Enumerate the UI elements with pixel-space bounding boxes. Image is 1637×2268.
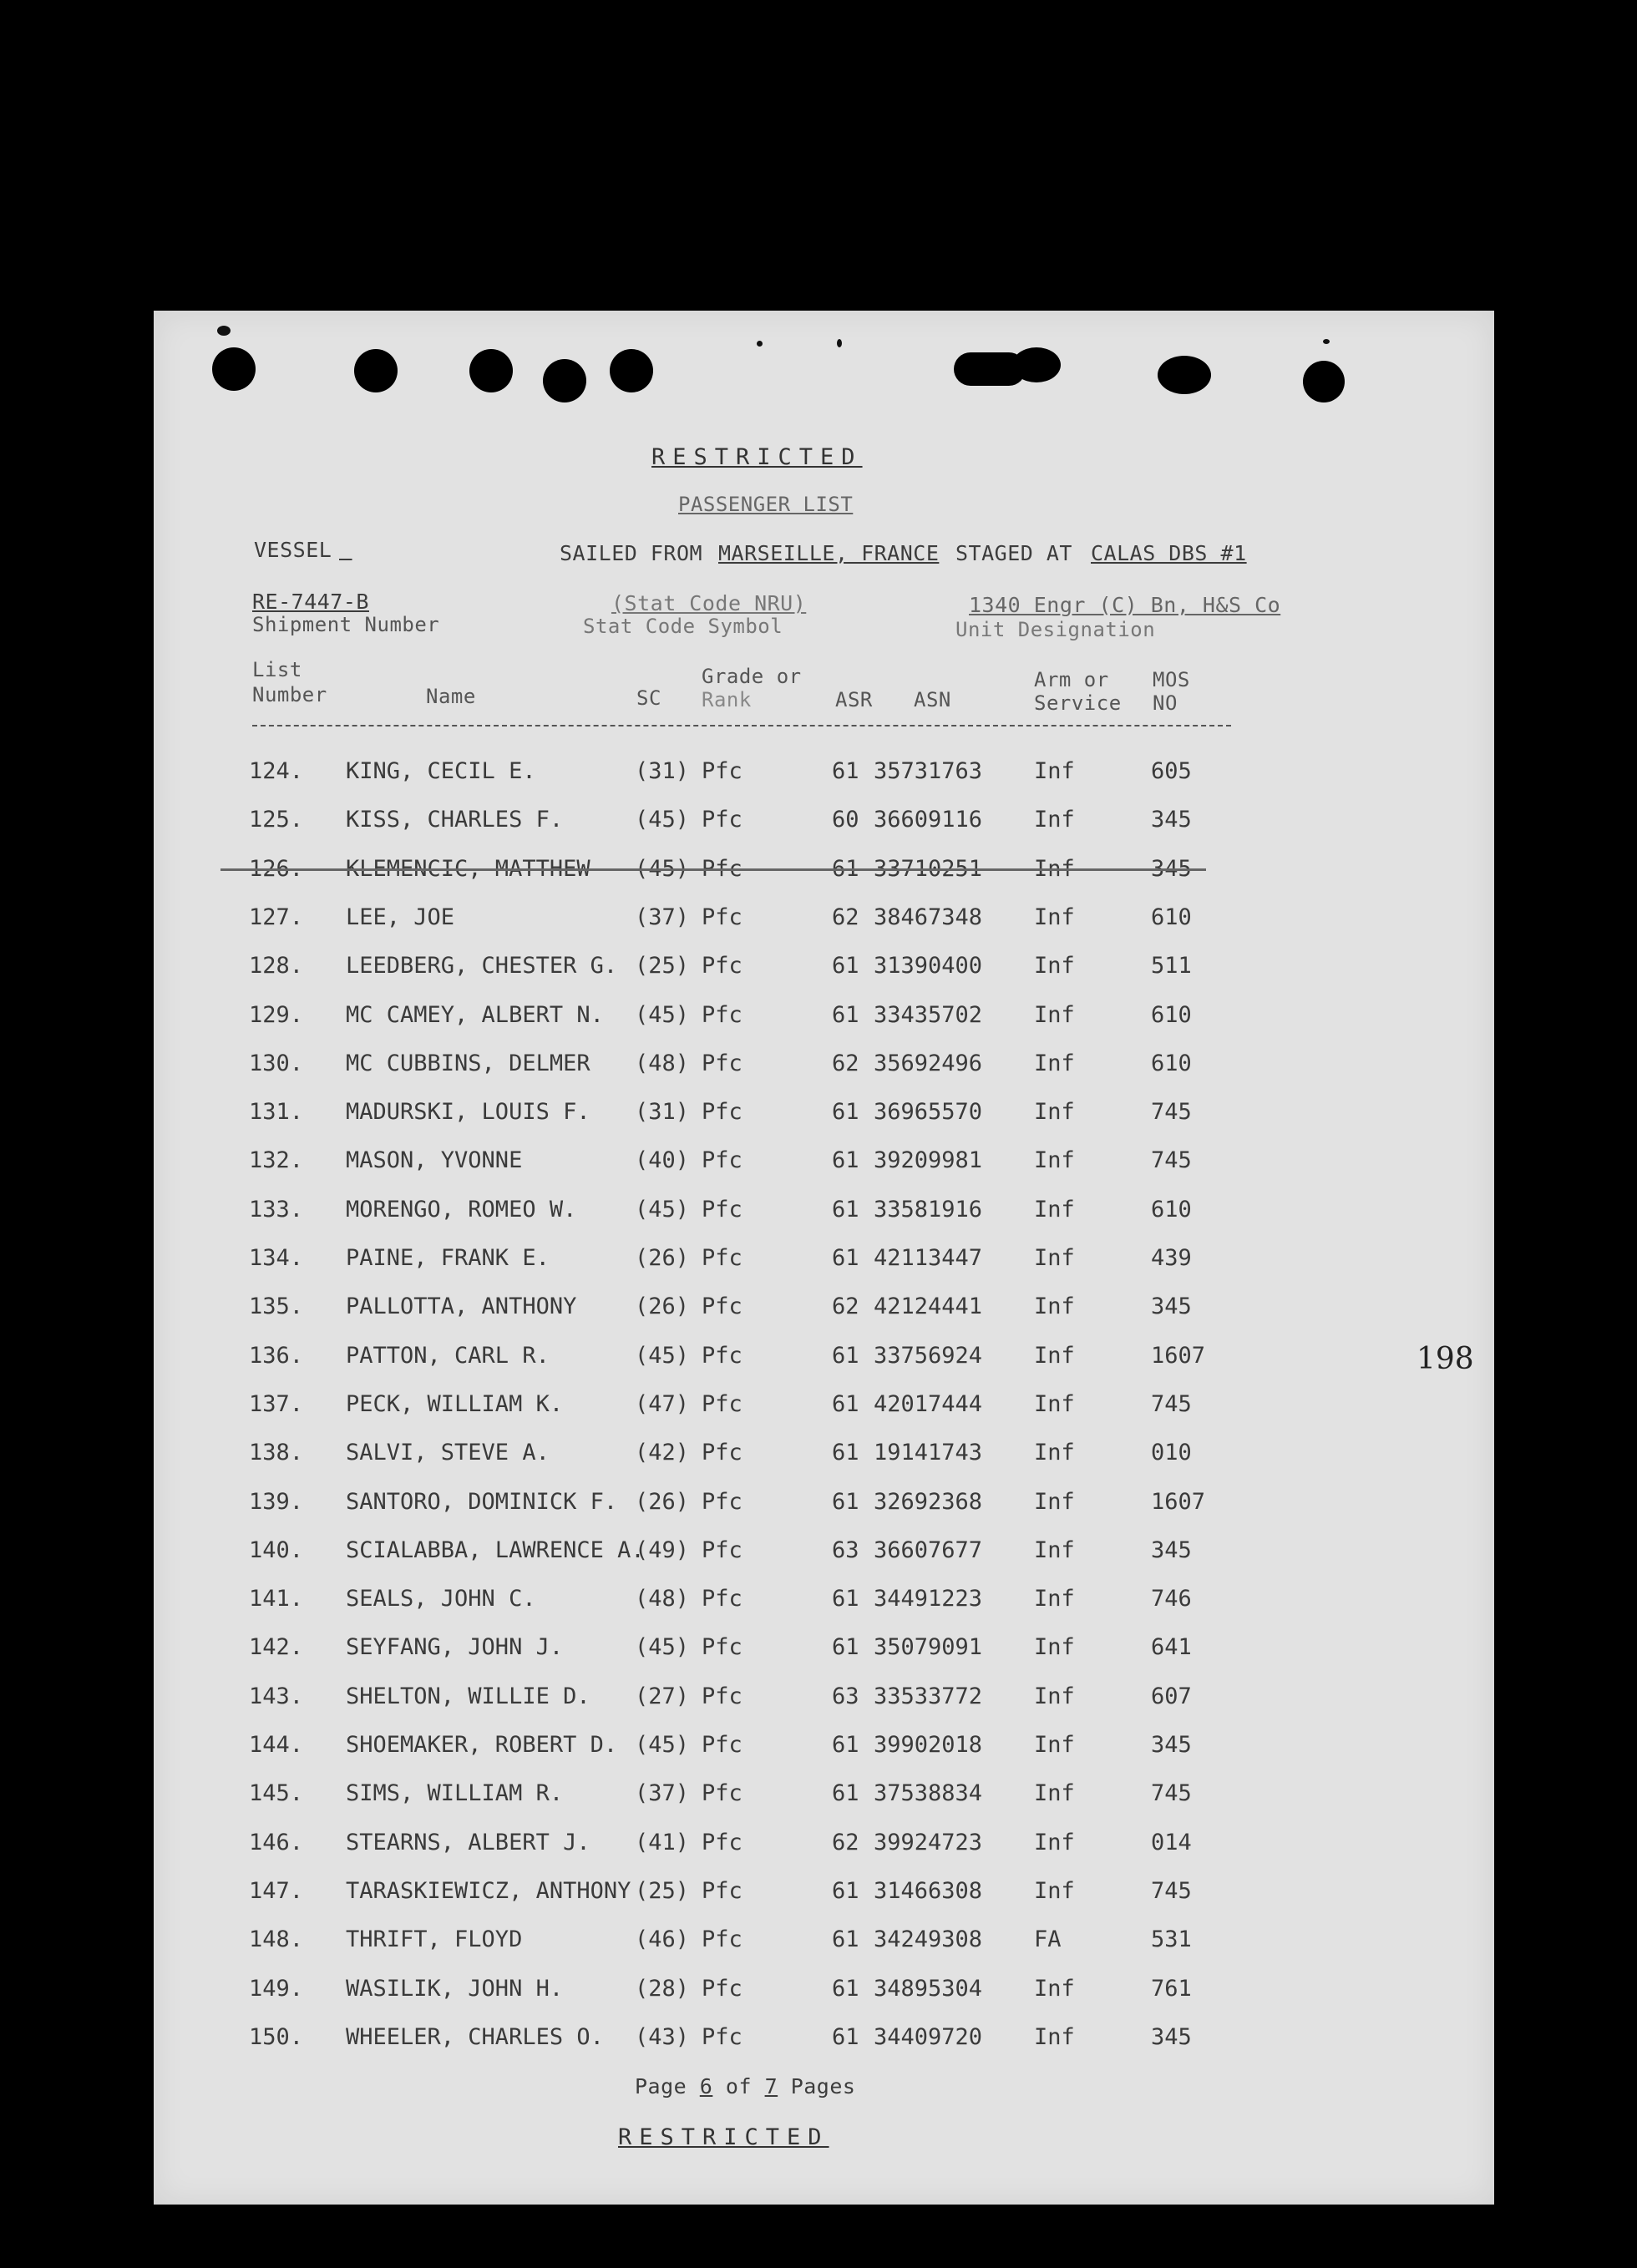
cell-grade: Pfc xyxy=(702,1391,742,1417)
cell-asr: 61 xyxy=(832,1489,859,1515)
cell-asr: 61 xyxy=(832,1878,859,1904)
cell-sc: (43) xyxy=(635,2024,690,2050)
cell-sc: (31) xyxy=(635,758,690,784)
cell-name: SANTORO, DOMINICK F. xyxy=(346,1489,618,1515)
cell-arm: Inf xyxy=(1034,1002,1075,1028)
cell-arm: Inf xyxy=(1034,1683,1075,1709)
cell-asn: 39209981 xyxy=(874,1147,983,1173)
cell-asr: 61 xyxy=(832,1440,859,1466)
table-row xyxy=(154,1976,1494,2009)
staged-at-label: STAGED AT xyxy=(955,541,1072,565)
cell-grade: Pfc xyxy=(702,1002,742,1028)
cell-grade: Pfc xyxy=(702,1926,742,1952)
col-rank: Rank xyxy=(702,688,752,711)
cell-arm: Inf xyxy=(1034,1780,1075,1806)
cell-arm: Inf xyxy=(1034,807,1075,833)
cell-grade: Pfc xyxy=(702,2024,742,2050)
cell-asr: 61 xyxy=(832,1732,859,1758)
table-row xyxy=(154,1245,1494,1278)
cell-asn: 33435702 xyxy=(874,1002,983,1028)
cell-num: 143. xyxy=(249,1683,304,1709)
cell-asn: 38467348 xyxy=(874,904,983,930)
table-row xyxy=(154,953,1494,986)
col-asr: ASR xyxy=(835,688,873,711)
cell-asn: 33581916 xyxy=(874,1197,983,1223)
table-row xyxy=(154,1683,1494,1717)
cell-mos: 745 xyxy=(1151,1780,1192,1806)
cell-arm: Inf xyxy=(1034,1147,1075,1173)
cell-grade: Pfc xyxy=(702,758,742,784)
table-row xyxy=(154,1293,1494,1327)
cell-name: SHOEMAKER, ROBERT D. xyxy=(346,1732,618,1758)
cell-asr: 63 xyxy=(832,1537,859,1563)
shipment-number-label: Shipment Number xyxy=(252,613,440,636)
cell-arm: Inf xyxy=(1034,1830,1075,1855)
cell-name: MADURSKI, LOUIS F. xyxy=(346,1099,590,1125)
cell-num: 149. xyxy=(249,1976,304,2002)
punch-hole-4 xyxy=(543,359,586,402)
cell-asn: 35731763 xyxy=(874,758,983,784)
cell-grade: Pfc xyxy=(702,1343,742,1369)
cell-name: PAINE, FRANK E. xyxy=(346,1245,550,1271)
cell-num: 127. xyxy=(249,904,304,930)
cell-name: KISS, CHARLES F. xyxy=(346,807,564,833)
unit-designation-label: Unit Designation xyxy=(955,618,1156,641)
cell-mos: 1607 xyxy=(1151,1343,1206,1369)
cell-mos: 745 xyxy=(1151,1099,1192,1125)
cell-asr: 62 xyxy=(832,1830,859,1855)
cell-arm: Inf xyxy=(1034,1293,1075,1319)
cell-num: 140. xyxy=(249,1537,304,1563)
cell-mos: 439 xyxy=(1151,1245,1192,1271)
cell-asn: 36965570 xyxy=(874,1099,983,1125)
cell-mos: 345 xyxy=(1151,1537,1192,1563)
cell-grade: Pfc xyxy=(702,904,742,930)
table-row xyxy=(154,1586,1494,1619)
cell-mos: 745 xyxy=(1151,1878,1192,1904)
table-row xyxy=(154,1634,1494,1668)
cell-name: THRIFT, FLOYD xyxy=(346,1926,523,1952)
cell-name: WASILIK, JOHN H. xyxy=(346,1976,564,2002)
table-row xyxy=(154,1002,1494,1035)
cell-asn: 19141743 xyxy=(874,1440,983,1466)
speck xyxy=(1323,339,1330,344)
cell-sc: (25) xyxy=(635,953,690,979)
cell-asr: 62 xyxy=(832,1293,859,1319)
cell-mos: 014 xyxy=(1151,1830,1192,1855)
cell-mos: 610 xyxy=(1151,1197,1192,1223)
cell-asn: 34409720 xyxy=(874,2024,983,2050)
cell-asn: 39924723 xyxy=(874,1830,983,1855)
cell-asr: 61 xyxy=(832,1002,859,1028)
punch-hole-3 xyxy=(469,349,513,392)
cell-sc: (48) xyxy=(635,1050,690,1076)
table-row xyxy=(154,758,1494,792)
cell-asr: 61 xyxy=(832,1780,859,1806)
col-mos: MOS xyxy=(1153,668,1190,691)
cell-mos: 745 xyxy=(1151,1391,1192,1417)
cell-asn: 34249308 xyxy=(874,1926,983,1952)
vessel-value xyxy=(339,538,558,562)
cell-sc: (47) xyxy=(635,1391,690,1417)
table-row xyxy=(154,1926,1494,1960)
strikethrough-line xyxy=(220,868,1206,871)
cell-asr: 63 xyxy=(832,1683,859,1709)
cell-asr: 61 xyxy=(832,1099,859,1125)
cell-asn: 36609116 xyxy=(874,807,983,833)
cell-sc: (37) xyxy=(635,904,690,930)
cell-asn: 33533772 xyxy=(874,1683,983,1709)
cell-name: STEARNS, ALBERT J. xyxy=(346,1830,590,1855)
cell-sc: (26) xyxy=(635,1245,690,1271)
cell-grade: Pfc xyxy=(702,1878,742,1904)
cell-num: 142. xyxy=(249,1634,304,1660)
cell-sc: (45) xyxy=(635,1002,690,1028)
punch-hole-9 xyxy=(1303,361,1345,402)
classification-bottom: RESTRICTED xyxy=(618,2124,829,2150)
speck xyxy=(837,339,842,347)
cell-sc: (46) xyxy=(635,1926,690,1952)
shipment-number-value: RE-7447-B xyxy=(252,590,369,614)
cell-name: SEALS, JOHN C. xyxy=(346,1586,536,1612)
table-row xyxy=(154,904,1494,938)
cell-asn: 35692496 xyxy=(874,1050,983,1076)
cell-num: 144. xyxy=(249,1732,304,1758)
cell-name: PECK, WILLIAM K. xyxy=(346,1391,564,1417)
punch-hole-7 xyxy=(1012,347,1061,382)
page-text-2: of xyxy=(725,2074,753,2098)
table-row xyxy=(154,856,1494,889)
page-text-3: Pages xyxy=(790,2074,856,2098)
col-list: List xyxy=(252,658,302,681)
cell-asr: 61 xyxy=(832,1976,859,2002)
cell-sc: (45) xyxy=(635,807,690,833)
table-row xyxy=(154,1830,1494,1863)
cell-name: PALLOTTA, ANTHONY xyxy=(346,1293,577,1319)
cell-num: 128. xyxy=(249,953,304,979)
punch-hole-8 xyxy=(1158,356,1211,394)
cell-asr: 61 xyxy=(832,856,859,882)
cell-asn: 36607677 xyxy=(874,1537,983,1563)
cell-arm: Inf xyxy=(1034,953,1075,979)
cell-mos: 1607 xyxy=(1151,1489,1206,1515)
table-row xyxy=(154,1878,1494,1911)
col-name: Name xyxy=(426,685,476,708)
cell-mos: 746 xyxy=(1151,1586,1192,1612)
cell-grade: Pfc xyxy=(702,1780,742,1806)
cell-name: MC CUBBINS, DELMER xyxy=(346,1050,590,1076)
col-number: Number xyxy=(252,683,327,706)
cell-num: 133. xyxy=(249,1197,304,1223)
cell-name: SALVI, STEVE A. xyxy=(346,1440,550,1466)
header-rule xyxy=(252,725,1231,726)
cell-arm: Inf xyxy=(1034,1489,1075,1515)
page-total: 7 xyxy=(764,2074,778,2098)
cell-grade: Pfc xyxy=(702,953,742,979)
cell-arm: Inf xyxy=(1034,1343,1075,1369)
cell-arm: Inf xyxy=(1034,1050,1075,1076)
punch-hole-5 xyxy=(610,349,653,392)
col-sc: SC xyxy=(636,686,661,710)
cell-num: 136. xyxy=(249,1343,304,1369)
cell-asn: 31466308 xyxy=(874,1878,983,1904)
cell-num: 124. xyxy=(249,758,304,784)
cell-arm: Inf xyxy=(1034,1976,1075,2002)
cell-arm: Inf xyxy=(1034,856,1075,882)
cell-asr: 62 xyxy=(832,904,859,930)
cell-asn: 42017444 xyxy=(874,1391,983,1417)
cell-arm: Inf xyxy=(1034,904,1075,930)
cell-asr: 61 xyxy=(832,1391,859,1417)
cell-grade: Pfc xyxy=(702,1489,742,1515)
cell-num: 129. xyxy=(249,1002,304,1028)
cell-asr: 61 xyxy=(832,1197,859,1223)
cell-mos: 345 xyxy=(1151,1732,1192,1758)
cell-asn: 33710251 xyxy=(874,856,983,882)
cell-asr: 62 xyxy=(832,1050,859,1076)
cell-asr: 61 xyxy=(832,2024,859,2050)
cell-asn: 34491223 xyxy=(874,1586,983,1612)
cell-name: SIMS, WILLIAM R. xyxy=(346,1780,564,1806)
col-service: Service xyxy=(1034,691,1122,715)
cell-arm: Inf xyxy=(1034,1878,1075,1904)
col-mos-no: NO xyxy=(1153,691,1178,715)
cell-grade: Pfc xyxy=(702,807,742,833)
unit-designation-value: 1340 Engr (C) Bn, H&S Co xyxy=(969,593,1281,617)
table-row xyxy=(154,1197,1494,1230)
cell-grade: Pfc xyxy=(702,1099,742,1125)
cell-num: 147. xyxy=(249,1878,304,1904)
document-page xyxy=(154,311,1494,2205)
cell-asr: 61 xyxy=(832,1245,859,1271)
cell-sc: (42) xyxy=(635,1440,690,1466)
cell-grade: Pfc xyxy=(702,1683,742,1709)
cell-asn: 42113447 xyxy=(874,1245,983,1271)
cell-mos: 511 xyxy=(1151,953,1192,979)
cell-grade: Pfc xyxy=(702,1197,742,1223)
cell-asn: 31390400 xyxy=(874,953,983,979)
cell-sc: (26) xyxy=(635,1293,690,1319)
cell-mos: 010 xyxy=(1151,1440,1192,1466)
cell-name: LEEDBERG, CHESTER G. xyxy=(346,953,618,979)
cell-arm: Inf xyxy=(1034,1440,1075,1466)
cell-num: 139. xyxy=(249,1489,304,1515)
cell-sc: (41) xyxy=(635,1830,690,1855)
table-row xyxy=(154,1050,1494,1084)
cell-asr: 61 xyxy=(832,1147,859,1173)
cell-asn: 34895304 xyxy=(874,1976,983,2002)
cell-num: 146. xyxy=(249,1830,304,1855)
cell-grade: Pfc xyxy=(702,1050,742,1076)
page-indicator xyxy=(635,2074,855,2098)
stat-code-value: (Stat Code NRU) xyxy=(611,591,807,615)
cell-sc: (31) xyxy=(635,1099,690,1125)
cell-asn: 32692368 xyxy=(874,1489,983,1515)
cell-name: MASON, YVONNE xyxy=(346,1147,523,1173)
cell-sc: (49) xyxy=(635,1537,690,1563)
archive-stamp: 198 xyxy=(1417,1342,1474,1376)
cell-grade: Pfc xyxy=(702,1440,742,1466)
cell-arm: Inf xyxy=(1034,1197,1075,1223)
col-asn: ASN xyxy=(914,688,951,711)
col-arm: Arm or xyxy=(1034,668,1109,691)
cell-mos: 345 xyxy=(1151,856,1192,882)
cell-arm: Inf xyxy=(1034,1586,1075,1612)
table-row xyxy=(154,1537,1494,1571)
cell-arm: Inf xyxy=(1034,1099,1075,1125)
cell-sc: (28) xyxy=(635,1976,690,2002)
cell-sc: (45) xyxy=(635,1634,690,1660)
cell-num: 137. xyxy=(249,1391,304,1417)
cell-arm: Inf xyxy=(1034,1245,1075,1271)
cell-sc: (45) xyxy=(635,856,690,882)
cell-mos: 531 xyxy=(1151,1926,1192,1952)
cell-sc: (40) xyxy=(635,1147,690,1173)
vessel-label: VESSEL xyxy=(254,538,332,562)
cell-num: 132. xyxy=(249,1147,304,1173)
cell-name: TARASKIEWICZ, ANTHONY xyxy=(346,1878,631,1904)
cell-grade: Pfc xyxy=(702,1537,742,1563)
cell-asn: 42124441 xyxy=(874,1293,983,1319)
cell-grade: Pfc xyxy=(702,1732,742,1758)
document-title: PASSENGER LIST xyxy=(678,493,854,516)
col-grade: Grade or xyxy=(702,665,802,688)
cell-mos: 610 xyxy=(1151,1050,1192,1076)
cell-name: MC CAMEY, ALBERT N. xyxy=(346,1002,604,1028)
punch-hole-2 xyxy=(354,349,398,392)
speck xyxy=(757,341,763,347)
table-row xyxy=(154,1489,1494,1522)
cell-sc: (45) xyxy=(635,1732,690,1758)
page-text-1: Page xyxy=(635,2074,687,2098)
speck xyxy=(217,326,231,336)
cell-grade: Pfc xyxy=(702,1830,742,1855)
cell-num: 150. xyxy=(249,2024,304,2050)
cell-num: 138. xyxy=(249,1440,304,1466)
cell-asr: 60 xyxy=(832,807,859,833)
cell-asr: 61 xyxy=(832,953,859,979)
cell-mos: 610 xyxy=(1151,904,1192,930)
cell-arm: FA xyxy=(1034,1926,1062,1952)
cell-grade: Pfc xyxy=(702,1147,742,1173)
cell-arm: Inf xyxy=(1034,1391,1075,1417)
cell-asr: 61 xyxy=(832,1586,859,1612)
cell-sc: (48) xyxy=(635,1586,690,1612)
table-row xyxy=(154,1391,1494,1425)
cell-asn: 33756924 xyxy=(874,1343,983,1369)
table-row xyxy=(154,1343,1494,1376)
cell-asn: 37538834 xyxy=(874,1780,983,1806)
cell-name: PATTON, CARL R. xyxy=(346,1343,550,1369)
cell-name: LEE, JOE xyxy=(346,904,455,930)
page-current: 6 xyxy=(699,2074,713,2098)
table-row xyxy=(154,2024,1494,2058)
cell-grade: Pfc xyxy=(702,1293,742,1319)
cell-sc: (45) xyxy=(635,1343,690,1369)
cell-name: SHELTON, WILLIE D. xyxy=(346,1683,590,1709)
cell-sc: (45) xyxy=(635,1197,690,1223)
cell-name: SEYFANG, JOHN J. xyxy=(346,1634,564,1660)
cell-mos: 641 xyxy=(1151,1634,1192,1660)
table-row xyxy=(154,1147,1494,1181)
cell-arm: Inf xyxy=(1034,758,1075,784)
table-row xyxy=(154,807,1494,840)
cell-num: 141. xyxy=(249,1586,304,1612)
cell-grade: Pfc xyxy=(702,1586,742,1612)
cell-arm: Inf xyxy=(1034,1537,1075,1563)
cell-sc: (25) xyxy=(635,1878,690,1904)
table-row xyxy=(154,1099,1494,1132)
cell-asr: 61 xyxy=(832,1634,859,1660)
cell-grade: Pfc xyxy=(702,1976,742,2002)
cell-arm: Inf xyxy=(1034,1732,1075,1758)
cell-sc: (27) xyxy=(635,1683,690,1709)
cell-grade: Pfc xyxy=(702,856,742,882)
cell-name: KING, CECIL E. xyxy=(346,758,536,784)
punch-hole-1 xyxy=(212,347,256,391)
table-row xyxy=(154,1440,1494,1473)
cell-sc: (37) xyxy=(635,1780,690,1806)
cell-asr: 61 xyxy=(832,1926,859,1952)
cell-num: 148. xyxy=(249,1926,304,1952)
staged-at-value: CALAS DBS #1 xyxy=(1091,541,1247,565)
cell-num: 135. xyxy=(249,1293,304,1319)
cell-name: KLEMENCIC, MATTHEW xyxy=(346,856,590,882)
cell-mos: 345 xyxy=(1151,2024,1192,2050)
cell-arm: Inf xyxy=(1034,2024,1075,2050)
cell-num: 125. xyxy=(249,807,304,833)
cell-asn: 39902018 xyxy=(874,1732,983,1758)
classification-top: RESTRICTED xyxy=(651,444,863,470)
cell-mos: 607 xyxy=(1151,1683,1192,1709)
cell-mos: 605 xyxy=(1151,758,1192,784)
cell-mos: 761 xyxy=(1151,1976,1192,2002)
cell-num: 130. xyxy=(249,1050,304,1076)
sailed-from-label: SAILED FROM xyxy=(560,541,703,565)
cell-mos: 745 xyxy=(1151,1147,1192,1173)
cell-sc: (26) xyxy=(635,1489,690,1515)
sailed-from-value: MARSEILLE, FRANCE xyxy=(718,541,940,565)
cell-asr: 61 xyxy=(832,758,859,784)
cell-mos: 345 xyxy=(1151,1293,1192,1319)
cell-name: SCIALABBA, LAWRENCE A. xyxy=(346,1537,645,1563)
cell-grade: Pfc xyxy=(702,1634,742,1660)
cell-num: 131. xyxy=(249,1099,304,1125)
cell-grade: Pfc xyxy=(702,1245,742,1271)
cell-mos: 610 xyxy=(1151,1002,1192,1028)
cell-num: 145. xyxy=(249,1780,304,1806)
cell-num: 134. xyxy=(249,1245,304,1271)
cell-mos: 345 xyxy=(1151,807,1192,833)
cell-asn: 35079091 xyxy=(874,1634,983,1660)
cell-name: MORENGO, ROMEO W. xyxy=(346,1197,577,1223)
cell-asr: 61 xyxy=(832,1343,859,1369)
stat-code-label: Stat Code Symbol xyxy=(583,615,783,638)
table-row xyxy=(154,1780,1494,1814)
cell-num: 126. xyxy=(249,856,304,882)
table-row xyxy=(154,1732,1494,1765)
cell-arm: Inf xyxy=(1034,1634,1075,1660)
cell-name: WHEELER, CHARLES O. xyxy=(346,2024,604,2050)
